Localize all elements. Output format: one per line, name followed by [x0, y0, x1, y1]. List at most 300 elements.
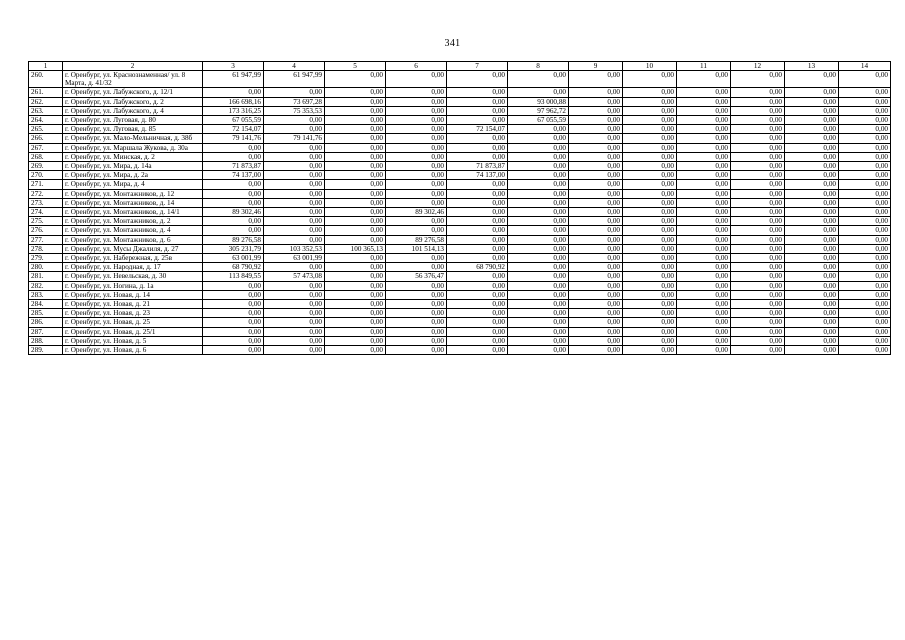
amount-cell-col-6: 0,00 [386, 134, 447, 143]
column-header-10: 10 [623, 62, 677, 71]
amount-cell-col-12: 0,00 [731, 134, 785, 143]
amount-cell-col-9: 0,00 [569, 272, 623, 281]
amount-cell-col-9: 0,00 [569, 125, 623, 134]
amount-cell-col-5: 0,00 [325, 143, 386, 152]
amount-cell-col-8: 0,00 [508, 327, 569, 336]
row-number-cell: 275. [29, 217, 63, 226]
amount-cell-col-8: 0,00 [508, 226, 569, 235]
address-cell: г. Оренбург, ул. Минская, д. 2 [63, 152, 203, 161]
amount-cell-col-13: 0,00 [785, 180, 839, 189]
amount-cell-col-5: 0,00 [325, 327, 386, 336]
amount-cell-col-12: 0,00 [731, 208, 785, 217]
table-row [29, 189, 891, 198]
address-cell: г. Оренбург, ул. Монтажников, д. 6 [63, 235, 203, 244]
amount-cell-col-7: 0,00 [447, 217, 508, 226]
amount-cell-col-7: 0,00 [447, 300, 508, 309]
amount-cell-col-11: 0,00 [677, 300, 731, 309]
amount-cell-col-6: 0,00 [386, 171, 447, 180]
amount-cell-col-5: 0,00 [325, 71, 386, 88]
amount-cell-col-14: 0,00 [839, 97, 891, 106]
amount-cell-col-13: 0,00 [785, 106, 839, 115]
column-header-7: 7 [447, 62, 508, 71]
amount-cell-col-5: 0,00 [325, 189, 386, 198]
amount-cell-col-9: 0,00 [569, 116, 623, 125]
amount-cell-col-13: 0,00 [785, 208, 839, 217]
amount-cell-col-10: 0,00 [623, 263, 677, 272]
amount-cell-col-4: 0,00 [264, 162, 325, 171]
amount-cell-col-10: 0,00 [623, 116, 677, 125]
amount-cell-col-5: 0,00 [325, 254, 386, 263]
amount-cell-col-3: 0,00 [203, 336, 264, 345]
address-cell: г. Оренбург, ул. Новая, д. 21 [63, 300, 203, 309]
table-row [29, 198, 891, 207]
amount-cell-col-6: 0,00 [386, 346, 447, 355]
amount-cell-col-12: 0,00 [731, 162, 785, 171]
amount-cell-col-9: 0,00 [569, 309, 623, 318]
amount-cell-col-9: 0,00 [569, 152, 623, 161]
address-cell: г. Оренбург, ул. Мира, д. 2а [63, 171, 203, 180]
amount-cell-col-6: 0,00 [386, 217, 447, 226]
amount-cell-col-4: 57 473,08 [264, 272, 325, 281]
table-row [29, 226, 891, 235]
amount-cell-col-11: 0,00 [677, 106, 731, 115]
amount-cell-col-5: 0,00 [325, 263, 386, 272]
amount-cell-col-9: 0,00 [569, 71, 623, 88]
amount-cell-col-12: 0,00 [731, 180, 785, 189]
amount-cell-col-12: 0,00 [731, 318, 785, 327]
address-cell: г. Оренбург, ул. Новая, д. 5 [63, 336, 203, 345]
amount-cell-col-13: 0,00 [785, 143, 839, 152]
amount-cell-col-5: 0,00 [325, 208, 386, 217]
address-cell: г. Оренбург, ул. Новая, д. 6 [63, 346, 203, 355]
address-cell: г. Оренбург, ул. Монтажников, д. 12 [63, 189, 203, 198]
amount-cell-col-12: 0,00 [731, 309, 785, 318]
address-cell: г. Оренбург, ул. Народная, д. 17 [63, 263, 203, 272]
amount-cell-col-9: 0,00 [569, 290, 623, 299]
amount-cell-col-14: 0,00 [839, 300, 891, 309]
amount-cell-col-4: 79 141,76 [264, 134, 325, 143]
amount-cell-col-5: 0,00 [325, 180, 386, 189]
column-header-14: 14 [839, 62, 891, 71]
amount-cell-col-3: 0,00 [203, 318, 264, 327]
amount-cell-col-7: 0,00 [447, 198, 508, 207]
amount-cell-col-10: 0,00 [623, 346, 677, 355]
amount-cell-col-8: 0,00 [508, 143, 569, 152]
amount-cell-col-7: 0,00 [447, 226, 508, 235]
amount-cell-col-10: 0,00 [623, 88, 677, 97]
amount-cell-col-8: 0,00 [508, 134, 569, 143]
table-row [29, 281, 891, 290]
amount-cell-col-13: 0,00 [785, 88, 839, 97]
amount-cell-col-3: 61 947,99 [203, 71, 264, 88]
amount-cell-col-3: 166 698,16 [203, 97, 264, 106]
address-cell: г. Оренбург, ул. Мусы Джалиля, д. 27 [63, 244, 203, 253]
amount-cell-col-4: 0,00 [264, 198, 325, 207]
amount-cell-col-6: 0,00 [386, 71, 447, 88]
amount-cell-col-14: 0,00 [839, 189, 891, 198]
amount-cell-col-11: 0,00 [677, 254, 731, 263]
amount-cell-col-14: 0,00 [839, 244, 891, 253]
amount-cell-col-4: 0,00 [264, 116, 325, 125]
amount-cell-col-4: 0,00 [264, 290, 325, 299]
address-cell: г. Оренбург, ул. Новая, д. 23 [63, 309, 203, 318]
amount-cell-col-9: 0,00 [569, 263, 623, 272]
amount-cell-col-14: 0,00 [839, 217, 891, 226]
table-row [29, 116, 891, 125]
amount-cell-col-11: 0,00 [677, 143, 731, 152]
amount-cell-col-10: 0,00 [623, 71, 677, 88]
amount-cell-col-3: 0,00 [203, 198, 264, 207]
amount-cell-col-11: 0,00 [677, 281, 731, 290]
amount-cell-col-8: 0,00 [508, 272, 569, 281]
address-cell: г. Оренбург, ул. Лабужского, д. 2 [63, 97, 203, 106]
address-cell: г. Оренбург, ул. Луговая, д. 85 [63, 125, 203, 134]
amount-cell-col-13: 0,00 [785, 152, 839, 161]
amount-cell-col-4: 63 001,99 [264, 254, 325, 263]
amount-cell-col-6: 0,00 [386, 189, 447, 198]
table-row [29, 208, 891, 217]
amount-cell-col-8: 0,00 [508, 88, 569, 97]
amount-cell-col-4: 0,00 [264, 327, 325, 336]
table-row [29, 272, 891, 281]
amount-cell-col-7: 0,00 [447, 152, 508, 161]
table-row [29, 336, 891, 345]
amount-cell-col-10: 0,00 [623, 272, 677, 281]
amount-cell-col-3: 0,00 [203, 346, 264, 355]
row-number-cell: 262. [29, 97, 63, 106]
amount-cell-col-9: 0,00 [569, 143, 623, 152]
amount-cell-col-9: 0,00 [569, 97, 623, 106]
amount-cell-col-12: 0,00 [731, 235, 785, 244]
column-header-6: 6 [386, 62, 447, 71]
amount-cell-col-9: 0,00 [569, 162, 623, 171]
amount-cell-col-7: 0,00 [447, 336, 508, 345]
amount-cell-col-11: 0,00 [677, 198, 731, 207]
amount-cell-col-8: 0,00 [508, 318, 569, 327]
amount-cell-col-6: 0,00 [386, 152, 447, 161]
amount-cell-col-10: 0,00 [623, 217, 677, 226]
row-number-cell: 274. [29, 208, 63, 217]
amount-cell-col-7: 0,00 [447, 189, 508, 198]
address-cell: г. Оренбург, ул. Монтажников, д. 14 [63, 198, 203, 207]
address-cell: г. Оренбург, ул. Ногина, д. 1а [63, 281, 203, 290]
table-row [29, 171, 891, 180]
amount-cell-col-14: 0,00 [839, 116, 891, 125]
amount-cell-col-14: 0,00 [839, 162, 891, 171]
amount-cell-col-10: 0,00 [623, 336, 677, 345]
amount-cell-col-9: 0,00 [569, 106, 623, 115]
amount-cell-col-14: 0,00 [839, 171, 891, 180]
table-body [29, 71, 891, 355]
row-number-cell: 273. [29, 198, 63, 207]
row-number-cell: 282. [29, 281, 63, 290]
amount-cell-col-6: 0,00 [386, 336, 447, 345]
amount-cell-col-5: 0,00 [325, 318, 386, 327]
amount-cell-col-12: 0,00 [731, 272, 785, 281]
amount-cell-col-11: 0,00 [677, 208, 731, 217]
amount-cell-col-8: 0,00 [508, 281, 569, 290]
row-number-cell: 260. [29, 71, 63, 88]
amount-cell-col-6: 0,00 [386, 254, 447, 263]
amount-cell-col-9: 0,00 [569, 336, 623, 345]
amount-cell-col-3: 67 055,59 [203, 116, 264, 125]
table-row [29, 71, 891, 88]
amount-cell-col-7: 0,00 [447, 88, 508, 97]
amount-cell-col-6: 56 376,47 [386, 272, 447, 281]
table-row [29, 143, 891, 152]
amount-cell-col-4: 0,00 [264, 143, 325, 152]
amount-cell-col-4: 0,00 [264, 171, 325, 180]
amount-cell-col-12: 0,00 [731, 116, 785, 125]
amount-cell-col-3: 0,00 [203, 290, 264, 299]
table-row [29, 88, 891, 97]
amount-cell-col-7: 0,00 [447, 272, 508, 281]
amount-cell-col-5: 0,00 [325, 152, 386, 161]
table-row [29, 152, 891, 161]
amount-cell-col-4: 0,00 [264, 88, 325, 97]
table-row [29, 244, 891, 253]
amount-cell-col-12: 0,00 [731, 244, 785, 253]
amount-cell-col-7: 0,00 [447, 116, 508, 125]
amount-cell-col-6: 0,00 [386, 143, 447, 152]
amount-cell-col-12: 0,00 [731, 71, 785, 88]
amount-cell-col-14: 0,00 [839, 272, 891, 281]
amount-cell-col-11: 0,00 [677, 272, 731, 281]
row-number-cell: 261. [29, 88, 63, 97]
amount-cell-col-11: 0,00 [677, 71, 731, 88]
amount-cell-col-8: 0,00 [508, 336, 569, 345]
amount-cell-col-6: 0,00 [386, 162, 447, 171]
amount-cell-col-6: 89 276,58 [386, 235, 447, 244]
amount-cell-col-8: 0,00 [508, 125, 569, 134]
table-row [29, 300, 891, 309]
amount-cell-col-5: 0,00 [325, 281, 386, 290]
amount-cell-col-8: 0,00 [508, 254, 569, 263]
amount-cell-col-12: 0,00 [731, 171, 785, 180]
amount-cell-col-7: 0,00 [447, 346, 508, 355]
amount-cell-col-11: 0,00 [677, 327, 731, 336]
address-cell: г. Оренбург, ул. Краснознаменная/ ул. 8 Марта, д. 41/32 [63, 71, 203, 88]
amount-cell-col-10: 0,00 [623, 171, 677, 180]
amount-cell-col-3: 0,00 [203, 281, 264, 290]
table-row [29, 346, 891, 355]
amount-cell-col-14: 0,00 [839, 71, 891, 88]
amount-cell-col-8: 0,00 [508, 162, 569, 171]
row-number-cell: 278. [29, 244, 63, 253]
column-header-9: 9 [569, 62, 623, 71]
amount-cell-col-5: 0,00 [325, 134, 386, 143]
amount-cell-col-12: 0,00 [731, 97, 785, 106]
amount-cell-col-8: 0,00 [508, 208, 569, 217]
amount-cell-col-6: 0,00 [386, 300, 447, 309]
amount-cell-col-10: 0,00 [623, 134, 677, 143]
amount-cell-col-5: 0,00 [325, 217, 386, 226]
row-number-cell: 277. [29, 235, 63, 244]
amount-cell-col-3: 0,00 [203, 300, 264, 309]
amount-cell-col-12: 0,00 [731, 88, 785, 97]
amount-cell-col-11: 0,00 [677, 226, 731, 235]
row-number-cell: 264. [29, 116, 63, 125]
amount-cell-col-11: 0,00 [677, 217, 731, 226]
amount-cell-col-8: 0,00 [508, 300, 569, 309]
amount-cell-col-7: 0,00 [447, 143, 508, 152]
amount-cell-col-11: 0,00 [677, 180, 731, 189]
row-number-cell: 267. [29, 143, 63, 152]
table-row [29, 254, 891, 263]
amount-cell-col-7: 0,00 [447, 254, 508, 263]
amount-cell-col-8: 0,00 [508, 180, 569, 189]
amount-cell-col-12: 0,00 [731, 254, 785, 263]
table-row [29, 318, 891, 327]
amount-cell-col-12: 0,00 [731, 327, 785, 336]
row-number-cell: 268. [29, 152, 63, 161]
amount-cell-col-3: 74 137,00 [203, 171, 264, 180]
amount-cell-col-11: 0,00 [677, 290, 731, 299]
amount-cell-col-14: 0,00 [839, 290, 891, 299]
amount-cell-col-3: 68 790,92 [203, 263, 264, 272]
amount-cell-col-10: 0,00 [623, 318, 677, 327]
amount-cell-col-4: 0,00 [264, 318, 325, 327]
amount-cell-col-13: 0,00 [785, 171, 839, 180]
amount-cell-col-13: 0,00 [785, 71, 839, 88]
column-header-11: 11 [677, 62, 731, 71]
amount-cell-col-7: 0,00 [447, 244, 508, 253]
table-row [29, 125, 891, 134]
row-number-cell: 270. [29, 171, 63, 180]
amount-cell-col-10: 0,00 [623, 198, 677, 207]
amount-cell-col-13: 0,00 [785, 318, 839, 327]
amount-cell-col-8: 0,00 [508, 309, 569, 318]
amount-cell-col-8: 0,00 [508, 217, 569, 226]
row-number-cell: 269. [29, 162, 63, 171]
amount-cell-col-5: 0,00 [325, 88, 386, 97]
amount-cell-col-12: 0,00 [731, 152, 785, 161]
amount-cell-col-3: 63 001,99 [203, 254, 264, 263]
amount-cell-col-10: 0,00 [623, 106, 677, 115]
row-number-cell: 276. [29, 226, 63, 235]
amount-cell-col-12: 0,00 [731, 217, 785, 226]
amount-cell-col-14: 0,00 [839, 106, 891, 115]
table-row [29, 327, 891, 336]
amount-cell-col-4: 0,00 [264, 217, 325, 226]
amount-cell-col-4: 0,00 [264, 189, 325, 198]
amount-cell-col-5: 0,00 [325, 198, 386, 207]
row-number-cell: 280. [29, 263, 63, 272]
amount-cell-col-11: 0,00 [677, 97, 731, 106]
amount-cell-col-14: 0,00 [839, 263, 891, 272]
amount-cell-col-6: 101 514,13 [386, 244, 447, 253]
amount-cell-col-13: 0,00 [785, 290, 839, 299]
amount-cell-col-11: 0,00 [677, 309, 731, 318]
amount-cell-col-5: 0,00 [325, 309, 386, 318]
amount-cell-col-10: 0,00 [623, 208, 677, 217]
amount-cell-col-5: 0,00 [325, 272, 386, 281]
amount-cell-col-3: 305 231,79 [203, 244, 264, 253]
amount-cell-col-14: 0,00 [839, 336, 891, 345]
amount-cell-col-4: 0,00 [264, 180, 325, 189]
amount-cell-col-13: 0,00 [785, 189, 839, 198]
amount-cell-col-12: 0,00 [731, 290, 785, 299]
row-number-cell: 286. [29, 318, 63, 327]
row-number-cell: 272. [29, 189, 63, 198]
amount-cell-col-7: 0,00 [447, 71, 508, 88]
table-row [29, 162, 891, 171]
page-number: 341 [444, 38, 461, 49]
amount-cell-col-3: 0,00 [203, 180, 264, 189]
row-number-cell: 279. [29, 254, 63, 263]
amount-cell-col-9: 0,00 [569, 189, 623, 198]
amount-cell-col-13: 0,00 [785, 217, 839, 226]
amount-cell-col-3: 0,00 [203, 152, 264, 161]
amount-cell-col-7: 0,00 [447, 208, 508, 217]
address-cell: г. Оренбург, ул. Невельская, д. 30 [63, 272, 203, 281]
amount-cell-col-10: 0,00 [623, 290, 677, 299]
amount-cell-col-10: 0,00 [623, 281, 677, 290]
amount-cell-col-7: 0,00 [447, 180, 508, 189]
amount-cell-col-5: 0,00 [325, 336, 386, 345]
amount-cell-col-12: 0,00 [731, 198, 785, 207]
amount-cell-col-6: 0,00 [386, 263, 447, 272]
amount-cell-col-9: 0,00 [569, 318, 623, 327]
column-header-4: 4 [264, 62, 325, 71]
amount-cell-col-12: 0,00 [731, 226, 785, 235]
amount-cell-col-4: 0,00 [264, 125, 325, 134]
amount-cell-col-12: 0,00 [731, 125, 785, 134]
amount-cell-col-6: 0,00 [386, 198, 447, 207]
amount-cell-col-3: 0,00 [203, 327, 264, 336]
amount-cell-col-10: 0,00 [623, 254, 677, 263]
amount-cell-col-11: 0,00 [677, 162, 731, 171]
amount-cell-col-5: 0,00 [325, 171, 386, 180]
amount-cell-col-7: 0,00 [447, 235, 508, 244]
amount-cell-col-13: 0,00 [785, 97, 839, 106]
amount-cell-col-7: 0,00 [447, 106, 508, 115]
amount-cell-col-14: 0,00 [839, 309, 891, 318]
row-number-cell: 284. [29, 300, 63, 309]
amount-cell-col-5: 0,00 [325, 97, 386, 106]
amount-cell-col-6: 0,00 [386, 290, 447, 299]
amount-cell-col-8: 0,00 [508, 235, 569, 244]
amount-cell-col-9: 0,00 [569, 134, 623, 143]
amount-cell-col-4: 0,00 [264, 346, 325, 355]
amount-cell-col-5: 0,00 [325, 116, 386, 125]
amount-cell-col-10: 0,00 [623, 244, 677, 253]
amount-cell-col-3: 113 849,55 [203, 272, 264, 281]
amount-cell-col-8: 0,00 [508, 346, 569, 355]
amount-cell-col-4: 61 947,99 [264, 71, 325, 88]
amount-cell-col-3: 0,00 [203, 217, 264, 226]
amount-cell-col-13: 0,00 [785, 162, 839, 171]
amount-cell-col-5: 100 365,13 [325, 244, 386, 253]
amount-cell-col-6: 0,00 [386, 318, 447, 327]
address-cell: г. Оренбург, ул. Монтажников, д. 14/1 [63, 208, 203, 217]
amount-cell-col-11: 0,00 [677, 152, 731, 161]
amount-cell-col-10: 0,00 [623, 300, 677, 309]
amount-cell-col-6: 0,00 [386, 180, 447, 189]
amount-cell-col-5: 0,00 [325, 106, 386, 115]
row-number-cell: 265. [29, 125, 63, 134]
amount-cell-col-12: 0,00 [731, 346, 785, 355]
amount-cell-col-10: 0,00 [623, 235, 677, 244]
table-row [29, 309, 891, 318]
amount-cell-col-4: 73 697,28 [264, 97, 325, 106]
amount-cell-col-9: 0,00 [569, 180, 623, 189]
amount-cell-col-9: 0,00 [569, 208, 623, 217]
amount-cell-col-14: 0,00 [839, 327, 891, 336]
amount-cell-col-9: 0,00 [569, 226, 623, 235]
table-row [29, 235, 891, 244]
address-cell: г. Оренбург, ул. Монтажников, д. 4 [63, 226, 203, 235]
